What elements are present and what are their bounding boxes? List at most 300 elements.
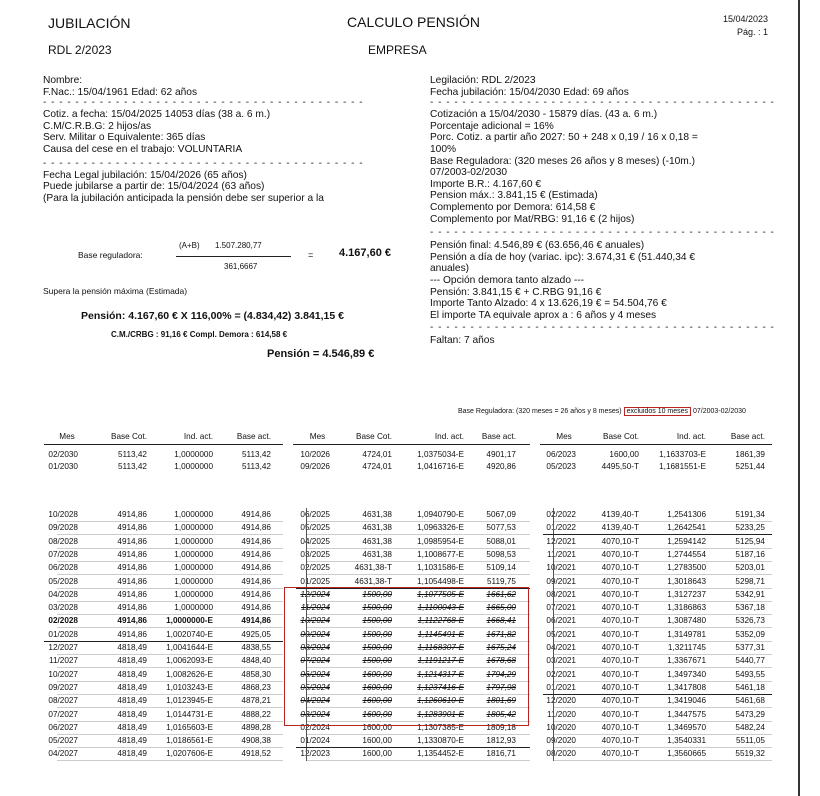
row-rule [306, 521, 530, 522]
table-cell: 4914,86 [241, 576, 271, 586]
table-cell: 1,0000000 [174, 589, 213, 599]
table-cell: 5119,75 [487, 576, 516, 586]
row-rule [57, 721, 283, 722]
table-cell: 4818,49 [117, 722, 147, 732]
table-cell: 4631,38 [362, 523, 392, 533]
table-cell: 10/2027 [48, 669, 78, 679]
table-cell: 4070,10-T [601, 536, 639, 546]
table-cell: 1500,00 [362, 629, 392, 639]
table-cell: 11/2027 [49, 656, 78, 666]
info-line: Cotización a 15/04/2030 - 15879 días. (43 a. 6 m.) [430, 109, 658, 121]
divider: - - - - - - - - - - - - - - - - - - - - - - - - - - - - - - - - - - - - - - - - [43, 97, 364, 109]
table-cell: 5440,77 [735, 656, 765, 666]
table-cell: 4914,86 [117, 616, 147, 626]
table-cell: 02/2024 [300, 722, 330, 732]
table-cell: 1,1330870-E [417, 736, 464, 746]
info-line: 07/2003-02/2030 [430, 167, 508, 179]
table-cell: 1,3367671 [667, 656, 706, 666]
table-cell: 1,0082626-E [166, 669, 213, 679]
table-cell: 4724,01 [362, 461, 392, 471]
table-cell: 1600,00 [609, 450, 639, 459]
table-cell: 4724,01 [362, 450, 392, 459]
row-rule [57, 521, 283, 522]
table-cell: 4914,86 [241, 589, 271, 599]
row-rule [57, 654, 283, 655]
table-cell: 09/2020 [546, 736, 576, 746]
info-line: Fecha Legal jubilación: 15/04/2026 (65 años) [43, 169, 247, 181]
table-cell: 4070,10-T [601, 563, 639, 573]
table-cell: 5109,14 [486, 563, 516, 573]
table-cell: 1,0000000 [174, 563, 213, 573]
table-header-rule [293, 444, 530, 445]
table-cell: 5113,42 [242, 450, 271, 459]
table-cell: 1,0963326-E [417, 523, 464, 533]
table-cell: 09/2028 [48, 523, 78, 533]
table-cell: 06/2021 [546, 616, 576, 626]
table-cell: 4914,86 [117, 603, 147, 613]
table-cell: 1500,00 [362, 603, 392, 613]
row-rule [57, 707, 283, 708]
table-cell: 4818,49 [117, 669, 147, 679]
equals-sign: = [308, 250, 314, 260]
table-cell: 07/2021 [546, 603, 576, 613]
info-line: Serv. Militar o Equivalente: 365 días [43, 132, 206, 144]
table-cell: 4070,10-T [601, 549, 639, 559]
table-cell: 4139,40-T [601, 523, 639, 533]
table-cell: 4914,86 [117, 536, 147, 546]
table-cell: 4914,86 [241, 523, 271, 533]
table-cell: 4818,49 [117, 682, 147, 692]
table-cell: 1,0416716-E [417, 461, 464, 471]
table-cell: 1,1237416-E [417, 682, 464, 692]
table-cell: 01/2021 [546, 682, 576, 692]
table-cell: 1,1122768-E [417, 616, 464, 626]
table-cell: 09/2027 [48, 682, 78, 692]
row-rule [57, 681, 283, 682]
header-date: 15/04/2023 [722, 14, 768, 24]
column-header: Mes [59, 432, 75, 441]
table-cell: 1,3127237 [667, 589, 706, 599]
table-cell: 05/2025 [300, 523, 330, 533]
table-cell: 1,1214317-E [417, 669, 464, 679]
table-cell: 4818,49 [117, 696, 147, 706]
table-cell: 11/2021 [547, 549, 576, 559]
table-cell: 4818,49 [117, 643, 147, 652]
table-cell: 07/2024 [300, 656, 330, 666]
center-sub: EMPRESA [368, 43, 427, 57]
row-rule [553, 574, 772, 575]
info-line: F.Nac.: 15/04/1961 Edad: 62 años [43, 86, 198, 98]
row-rule [57, 760, 283, 761]
table-cell: 1797,98 [486, 682, 516, 692]
regulation-left: RDL 2/2023 [48, 43, 112, 57]
table-cell: 04/2028 [48, 589, 78, 599]
table-cell: 1,0375034-E [417, 450, 464, 459]
table-cell: 09/2021 [546, 576, 576, 586]
table-cell: 1812,93 [486, 736, 516, 746]
table-cell: 1,0000000 [174, 549, 213, 559]
table-cell: 4495,50-T [601, 461, 639, 471]
info-line: Complemento por Mat/RBG: 91,16 € (2 hijos) [430, 213, 635, 225]
table-cell: 01/2024 [300, 736, 330, 746]
table-cell: 02/2021 [546, 669, 576, 679]
table-cell: 5077,53 [486, 523, 516, 533]
info-line: Cotiz. a fecha: 15/04/2025 14053 días (38 a. 6 m.) [43, 109, 271, 121]
table-cell: 4631,38 [362, 536, 392, 546]
table-cell: 08/2027 [48, 696, 78, 706]
column-header: Base Cot. [603, 432, 639, 441]
table-cell: 5461,68 [735, 696, 765, 706]
table-cell: 02/2028 [48, 616, 78, 626]
table-header-rule [44, 444, 283, 445]
table-cell: 1,3540331 [667, 736, 706, 746]
table-cell: 1809,18 [486, 722, 516, 732]
table-cell: 5473,29 [735, 709, 765, 719]
info-line: Importe B.R.: 4.167,60 € [430, 178, 541, 190]
table-cell: 1665,00 [486, 603, 516, 613]
row-rule [553, 614, 772, 615]
table-cell: 1,1008677-E [417, 549, 464, 559]
table-cell: 4848,40 [241, 656, 271, 666]
table-cell: 08/2024 [300, 643, 330, 652]
table-cell: 5367,18 [735, 603, 765, 613]
table-cell: 1,1031586-E [417, 563, 464, 573]
table-cell: 1,1681551-E [659, 461, 706, 471]
table-cell: 10/2028 [48, 510, 78, 519]
table-cell: 12/2020 [546, 696, 576, 706]
header-page: Pág. : 1 [736, 27, 768, 37]
info-line: Nombre: [43, 75, 83, 86]
divider: - - - - - - - - - - - - - - - - - - - - - - - - - - - - - - - - - - - - - - - - - - - [430, 97, 775, 109]
table-cell: 4139,40-T [601, 510, 639, 519]
table-cell: 11/2024 [301, 603, 330, 613]
table-cell: 1,0000000-E [166, 616, 213, 626]
table-cell: 05/2028 [48, 576, 78, 586]
row-rule [553, 734, 772, 735]
table-cell: 5511,05 [736, 736, 765, 746]
table-cell: 10/2026 [300, 450, 330, 459]
row-rule [57, 747, 283, 748]
row-rule [553, 721, 772, 722]
divider: - - - - - - - - - - - - - - - - - - - - - - - - - - - - - - - - - - - - - - - - - - - [430, 322, 775, 334]
table-cell: 1,1307385-E [417, 722, 464, 732]
table-cell: 4818,49 [117, 736, 147, 746]
table-header-rule [540, 444, 772, 445]
title-left: JUBILACIÓN [48, 15, 131, 31]
table-cell: 1600,00 [362, 682, 392, 692]
table-cell: 09/2026 [300, 461, 330, 471]
info-line: anuales) [430, 263, 470, 275]
row-rule [57, 588, 283, 589]
row-rule [57, 548, 283, 549]
table-cell: 1,3560665 [667, 749, 706, 759]
table-cell: 1,3087480 [667, 616, 706, 626]
table-cell: 07/2028 [48, 549, 78, 559]
pension-line: Pensión: 4.167,60 € X 116,00% = (4.834,42) 3.841,15 € [81, 310, 344, 322]
table-cell: 4070,10-T [601, 589, 639, 599]
table-cell: 4070,10-T [601, 669, 639, 679]
row-rule [553, 641, 772, 642]
excluded-months-highlight [284, 587, 529, 726]
cm-line: C.M./CRBG : 91,16 € Compl. Demora : 614,58 € [111, 330, 288, 339]
table-cell: 08/2020 [546, 749, 576, 759]
row-rule [57, 614, 283, 615]
table-cell: 04/2025 [300, 536, 330, 546]
table-cell: 01/2025 [300, 576, 330, 586]
info-line: Pension máx.: 3.841,15 € (Estimada) [430, 190, 598, 202]
row-rule [57, 574, 283, 575]
table-cell: 03/2025 [300, 549, 330, 559]
table-cell: 4070,10-T [601, 682, 639, 692]
table-cell: 01/2022 [546, 523, 576, 533]
table-cell: 4070,10-T [601, 696, 639, 706]
table-cell: 1678,68 [486, 656, 516, 666]
table-cell: 1801,69 [486, 696, 516, 706]
table-cell: 4914,86 [241, 563, 271, 573]
row-rule [306, 734, 530, 735]
table-cell: 1,0940790-E [417, 510, 464, 519]
table-cell: 1,0000000 [174, 576, 213, 586]
table-cell: 1,2642541 [667, 523, 706, 533]
table-cell: 4914,86 [241, 549, 271, 559]
table-cell: 1600,00 [362, 696, 392, 706]
table-cell: 5342,91 [735, 589, 765, 599]
table-cell: 1,0123945-E [166, 696, 213, 706]
row-rule [553, 747, 772, 748]
info-line: --- Opción demora tanto alzado --- [430, 274, 585, 286]
table-cell: 1,3018643 [667, 576, 706, 586]
table-cell: 4858,30 [241, 669, 271, 679]
table-cell: 4914,86 [241, 536, 271, 546]
table-cell: 12/2027 [48, 643, 78, 652]
table-cell: 07/2027 [48, 709, 78, 719]
table-cell: 4914,86 [241, 616, 271, 626]
frac-top-a: (A+B) [179, 241, 200, 250]
table-cell: 5377,31 [735, 643, 765, 652]
table-cell: 4070,10-T [601, 722, 639, 732]
table-cell: 1,0103243-E [166, 682, 213, 692]
table-cell: 4914,86 [117, 576, 147, 586]
row-rule [553, 681, 772, 682]
table-cell: 5519,32 [735, 749, 765, 759]
supera-text: Supera la pensión máxima (Estimada) [43, 286, 188, 296]
table-cell: 4070,10-T [601, 603, 639, 613]
row-rule [553, 627, 772, 628]
table-cell: 5113,42 [118, 461, 147, 471]
table-cell: 1,1354452-E [417, 749, 464, 759]
table-cell: 1,3469570 [667, 722, 706, 732]
table-cell: 1,0000000 [174, 603, 213, 613]
table-cell: 1,0186561-E [166, 736, 213, 746]
table-cell: 4818,49 [117, 656, 147, 666]
frac-bottom: 361,6667 [224, 262, 258, 271]
row-rule [57, 694, 283, 695]
table-cell: 5191,34 [735, 510, 765, 519]
table-cell: 5088,01 [486, 536, 516, 546]
info-line: Complemento por Demora: 614,58 € [430, 201, 596, 213]
year-separator [543, 694, 772, 695]
table-cell: 4868,23 [241, 682, 271, 692]
column-header: Base act. [236, 432, 271, 441]
base-label: Base reguladora: [78, 250, 143, 260]
table-cell: 1661,62 [486, 589, 516, 599]
row-rule [306, 574, 530, 575]
info-line: Fecha jubilación: 15/04/2030 Edad: 69 años [430, 86, 629, 98]
table-cell: 5098,53 [486, 549, 516, 559]
table-cell: 1500,00 [362, 656, 392, 666]
table-cell: 1,3497340 [667, 669, 706, 679]
column-header: Mes [309, 432, 326, 441]
row-rule [306, 534, 530, 535]
table-cell: 1,2783500 [667, 563, 706, 573]
table-cell: 1,0985954-E [417, 536, 464, 546]
table-cell: 08/2021 [546, 589, 576, 599]
table-cell: 02/2030 [48, 450, 78, 459]
row-rule [553, 548, 772, 549]
info-line: Pensión: 3.841,15 € + C.RBG 91,16 € [430, 286, 602, 298]
table-cell: 1,0000000 [174, 536, 213, 546]
row-rule [553, 601, 772, 602]
table-cell: 1,1283901-E [417, 709, 464, 719]
table-cell: 1600,00 [362, 736, 392, 746]
title-center: CALCULO PENSIÓN [347, 14, 481, 30]
table-cell: 4631,38-T [354, 576, 392, 586]
column-header: Ind. act. [676, 432, 706, 441]
year-separator [543, 534, 772, 535]
table-cell: 4070,10-T [601, 736, 639, 746]
table-cell: 4920,86 [486, 461, 516, 471]
column-header: Base act. [481, 432, 516, 441]
table-cell: 4631,38 [362, 510, 392, 519]
base-note-prefix: Base Reguladora: (320 meses = 26 años y 8 meses) [458, 408, 622, 415]
table-cell: 05/2027 [48, 736, 78, 746]
table-cell: 1,0144731-E [166, 709, 213, 719]
excluded-months-box: excluidos 10 meses [624, 407, 691, 416]
table-cell: 06/2024 [300, 669, 330, 679]
table-cell: 4914,86 [117, 563, 147, 573]
table-cell: 1,3211745 [667, 643, 706, 652]
table-cell: 05/2023 [546, 461, 576, 471]
info-line: 100% [430, 143, 457, 155]
table-cell: 5187,16 [735, 549, 765, 559]
info-line: Base Reguladora: (320 meses 26 años y 8 meses) (-10m.) [430, 155, 695, 167]
table-cell: 4901,17 [486, 450, 516, 459]
row-rule [57, 534, 283, 535]
row-rule [553, 561, 772, 562]
table-cell: 08/2028 [48, 536, 78, 546]
table-cell: 1,1191217-E [417, 656, 464, 666]
table-cell: 06/2028 [48, 563, 78, 573]
row-rule [553, 760, 772, 761]
table-cell: 1816,71 [486, 749, 516, 759]
row-rule [553, 707, 772, 708]
table-cell: 1500,00 [362, 643, 392, 652]
table-cell: 4878,21 [241, 696, 271, 706]
table-cell: 1,3417808 [667, 682, 706, 692]
table-cell: 4898,28 [241, 722, 271, 732]
table-cell: 02/2022 [546, 510, 576, 519]
year-separator [44, 641, 283, 642]
row-rule [553, 588, 772, 589]
table-cell: 1600,00 [362, 709, 392, 719]
table-cell: 1,1077505-E [417, 589, 464, 599]
table-cell: 1,0000000 [174, 461, 213, 471]
table-cell: 1,1145491-E [417, 629, 464, 639]
table-cell: 1,2744554 [667, 549, 706, 559]
table-cell: 03/2028 [48, 603, 78, 613]
table-cell: 1,0020740-E [166, 629, 213, 639]
column-header: Base Cot. [111, 432, 147, 441]
row-rule [306, 561, 530, 562]
table-cell: 12/2024 [300, 589, 330, 599]
table-cell: 1805,42 [486, 709, 516, 719]
table-cell: 1600,00 [362, 722, 392, 732]
table-cell: 4838,55 [241, 643, 271, 652]
table-cell: 1,1633703-E [659, 450, 706, 459]
table-cell: 5482,24 [735, 722, 765, 732]
table-cell: 1,0165603-E [166, 722, 213, 732]
table-cell: 4914,86 [117, 629, 147, 639]
pension-total: Pensión = 4.546,89 € [267, 348, 375, 360]
table-cell: 5067,09 [486, 510, 516, 519]
table-cell: 1,0000000 [174, 450, 213, 459]
table-cell: 1,0041644-E [166, 643, 213, 652]
info-line: Causa del cese en el trabajo: VOLUNTARIA [43, 143, 243, 155]
row-rule [57, 627, 283, 628]
table-cell: 1,3419046 [667, 696, 706, 706]
table-cell: 4818,49 [117, 749, 147, 759]
table-cell: 05/2021 [546, 629, 576, 639]
base-value: 4.167,60 € [339, 247, 391, 259]
table-cell: 02/2025 [300, 563, 330, 573]
table-cell: 4070,10-T [601, 656, 639, 666]
info-line: Puede jubilarse a partir de: 15/04/2024 (63 años) [43, 181, 265, 193]
table-cell: 1600,00 [362, 749, 392, 759]
table-cell: 06/2025 [300, 510, 330, 519]
column-rule [553, 508, 554, 761]
info-line: Pensión a día de hoy (variac. ipc): 3.674,31 € (51.440,34 € [430, 251, 696, 263]
table-cell: 1861,39 [735, 450, 765, 459]
row-rule [57, 561, 283, 562]
table-cell: 5113,42 [118, 450, 147, 459]
table-cell: 5352,09 [735, 629, 765, 639]
row-rule [553, 667, 772, 668]
faltan-text: Faltan: 7 años [430, 335, 495, 347]
table-cell: 5493,55 [735, 669, 765, 679]
info-line: (Para la jubilación anticipada la pensión debe ser superior a la [43, 192, 324, 204]
info-line: Pensión final: 4.546,89 € (63.656,46 € anuales) [430, 240, 645, 252]
table-cell: 04/2021 [546, 643, 576, 652]
table-cell: 4070,10-T [601, 709, 639, 719]
info-line: El importe TA equivale aprox a : 6 años y 4 meses [430, 309, 657, 321]
table-cell: 4925,05 [241, 629, 271, 639]
table-cell: 4631,38-T [354, 563, 392, 573]
row-rule [306, 760, 530, 761]
table-cell: 04/2024 [300, 696, 330, 706]
table-cell: 4818,49 [117, 709, 147, 719]
table-cell: 5461,18 [735, 682, 765, 692]
table-cell: 4914,86 [241, 603, 271, 613]
table-cell: 1,0000000 [174, 523, 213, 533]
column-header: Mes [556, 432, 572, 441]
row-rule [57, 601, 283, 602]
info-line: Legilación: RDL 2/2023 [430, 75, 536, 86]
year-separator [296, 747, 530, 748]
divider: - - - - - - - - - - - - - - - - - - - - - - - - - - - - - - - - - - - - - - - - [43, 157, 364, 169]
table-cell: 4070,10-T [601, 616, 639, 626]
frac-top-b: 1.507.280,77 [215, 241, 262, 250]
row-rule [306, 548, 530, 549]
